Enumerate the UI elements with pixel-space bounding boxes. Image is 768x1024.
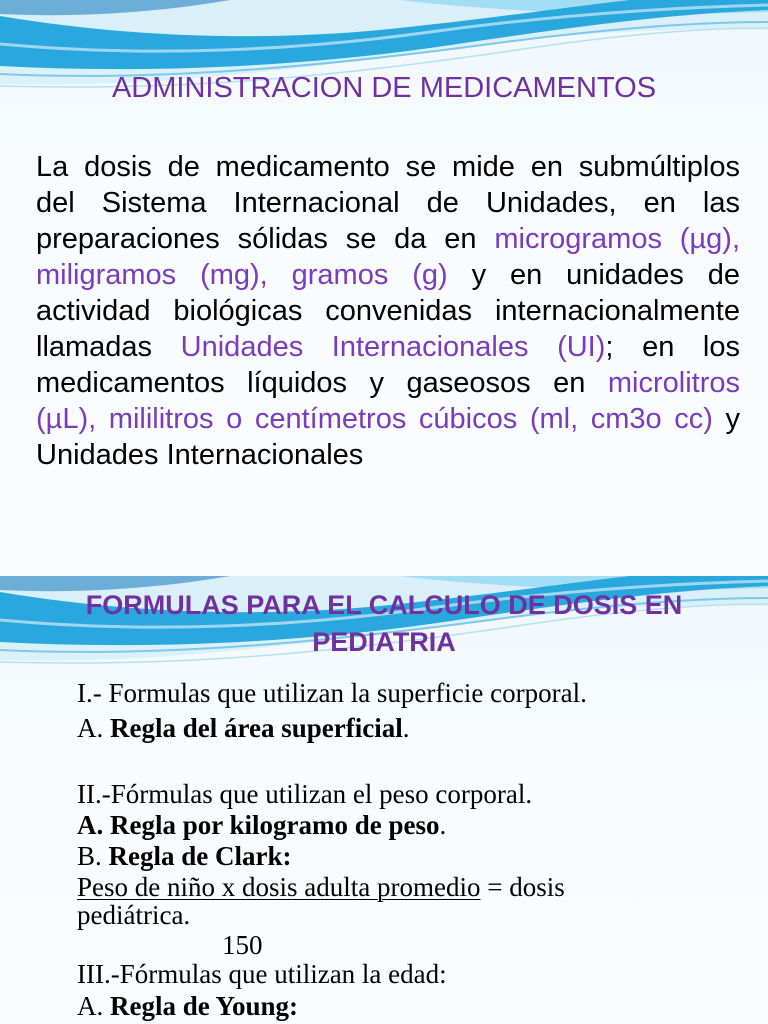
body-text: A. [77,713,110,743]
highlighted-unit-term: microgramos (µg), [494,223,741,255]
body-text: . [402,713,410,743]
body-text: La dosis de medicamento se mide en submúltiplos [36,151,740,183]
body-line [36,293,740,329]
body-text: llamadas [36,331,181,363]
slide-formulas-pediatria [0,576,768,1024]
body-text: A. [77,991,110,1021]
formula-section-heading [77,678,587,709]
body-line [36,185,740,221]
slide-title-line: PEDIATRIA [312,627,456,657]
body-line [36,257,740,293]
body-text: = dosis [480,872,565,902]
highlighted-unit-term: (µL), mililitros o centímetros cúbicos (ml, cm3o cc) [36,403,713,435]
rule-name: Regla de Clark: [108,841,292,871]
formula-numerator-text: Peso de niño x dosis adulta promedio [77,872,481,902]
body-text: actividad biológicas convenidas internacionalmente [36,295,740,327]
body-text: del Sistema Internacional de Unidades, en las [36,187,740,219]
slide-title [0,587,768,661]
slide-title-line: FORMULAS PARA EL CALCULO DE DOSIS EN [85,590,683,620]
body-text: II.-Fórmulas que utilizan el peso corporal. [77,779,533,809]
body-text: y en unidades de [447,259,740,291]
formula-rule-item [77,841,292,872]
formula-denominator [222,930,263,961]
body-line [36,365,740,401]
body-line [36,149,740,185]
body-text: . [439,810,447,840]
formula-section-heading [77,959,447,990]
body-text: Unidades Internacionales [36,439,364,471]
body-text: III.-Fórmulas que utilizan la edad: [77,959,447,989]
formula-rule-item [77,713,409,744]
rule-name: Regla de Young: [110,991,299,1021]
body-line [36,437,740,473]
formula-rule-item [77,991,298,1022]
body-line [36,221,740,257]
body-text: medicamentos líquidos y gaseosos en [36,367,608,399]
slide-title: ADMINISTRACION DE MEDICAMENTOS [111,72,657,104]
formula-rule-item [77,810,446,841]
formula-result [77,900,190,931]
formula-section-heading [77,779,532,810]
body-paragraph [36,149,740,473]
highlighted-unit-term: microlitros [607,367,740,399]
body-text: y [712,403,740,435]
rule-name: Regla del área superficial [110,713,403,743]
body-text: B. [77,841,109,871]
body-text: preparaciones sólidas se da en [36,223,495,255]
body-line [36,401,740,437]
body-line [36,329,740,365]
body-text: ; en los [605,331,740,363]
formula-numerator [77,872,565,903]
body-text: 150 [222,930,263,960]
rule-name: A. Regla por kilogramo de peso [77,810,440,840]
body-text: I.- Formulas que utilizan la superficie corporal. [77,678,587,708]
highlighted-unit-term: Unidades Internacionales (UI) [180,331,606,363]
highlighted-unit-term: miligramos (mg), gramos (g) [36,259,448,291]
body-text: pediátrica. [77,900,191,930]
